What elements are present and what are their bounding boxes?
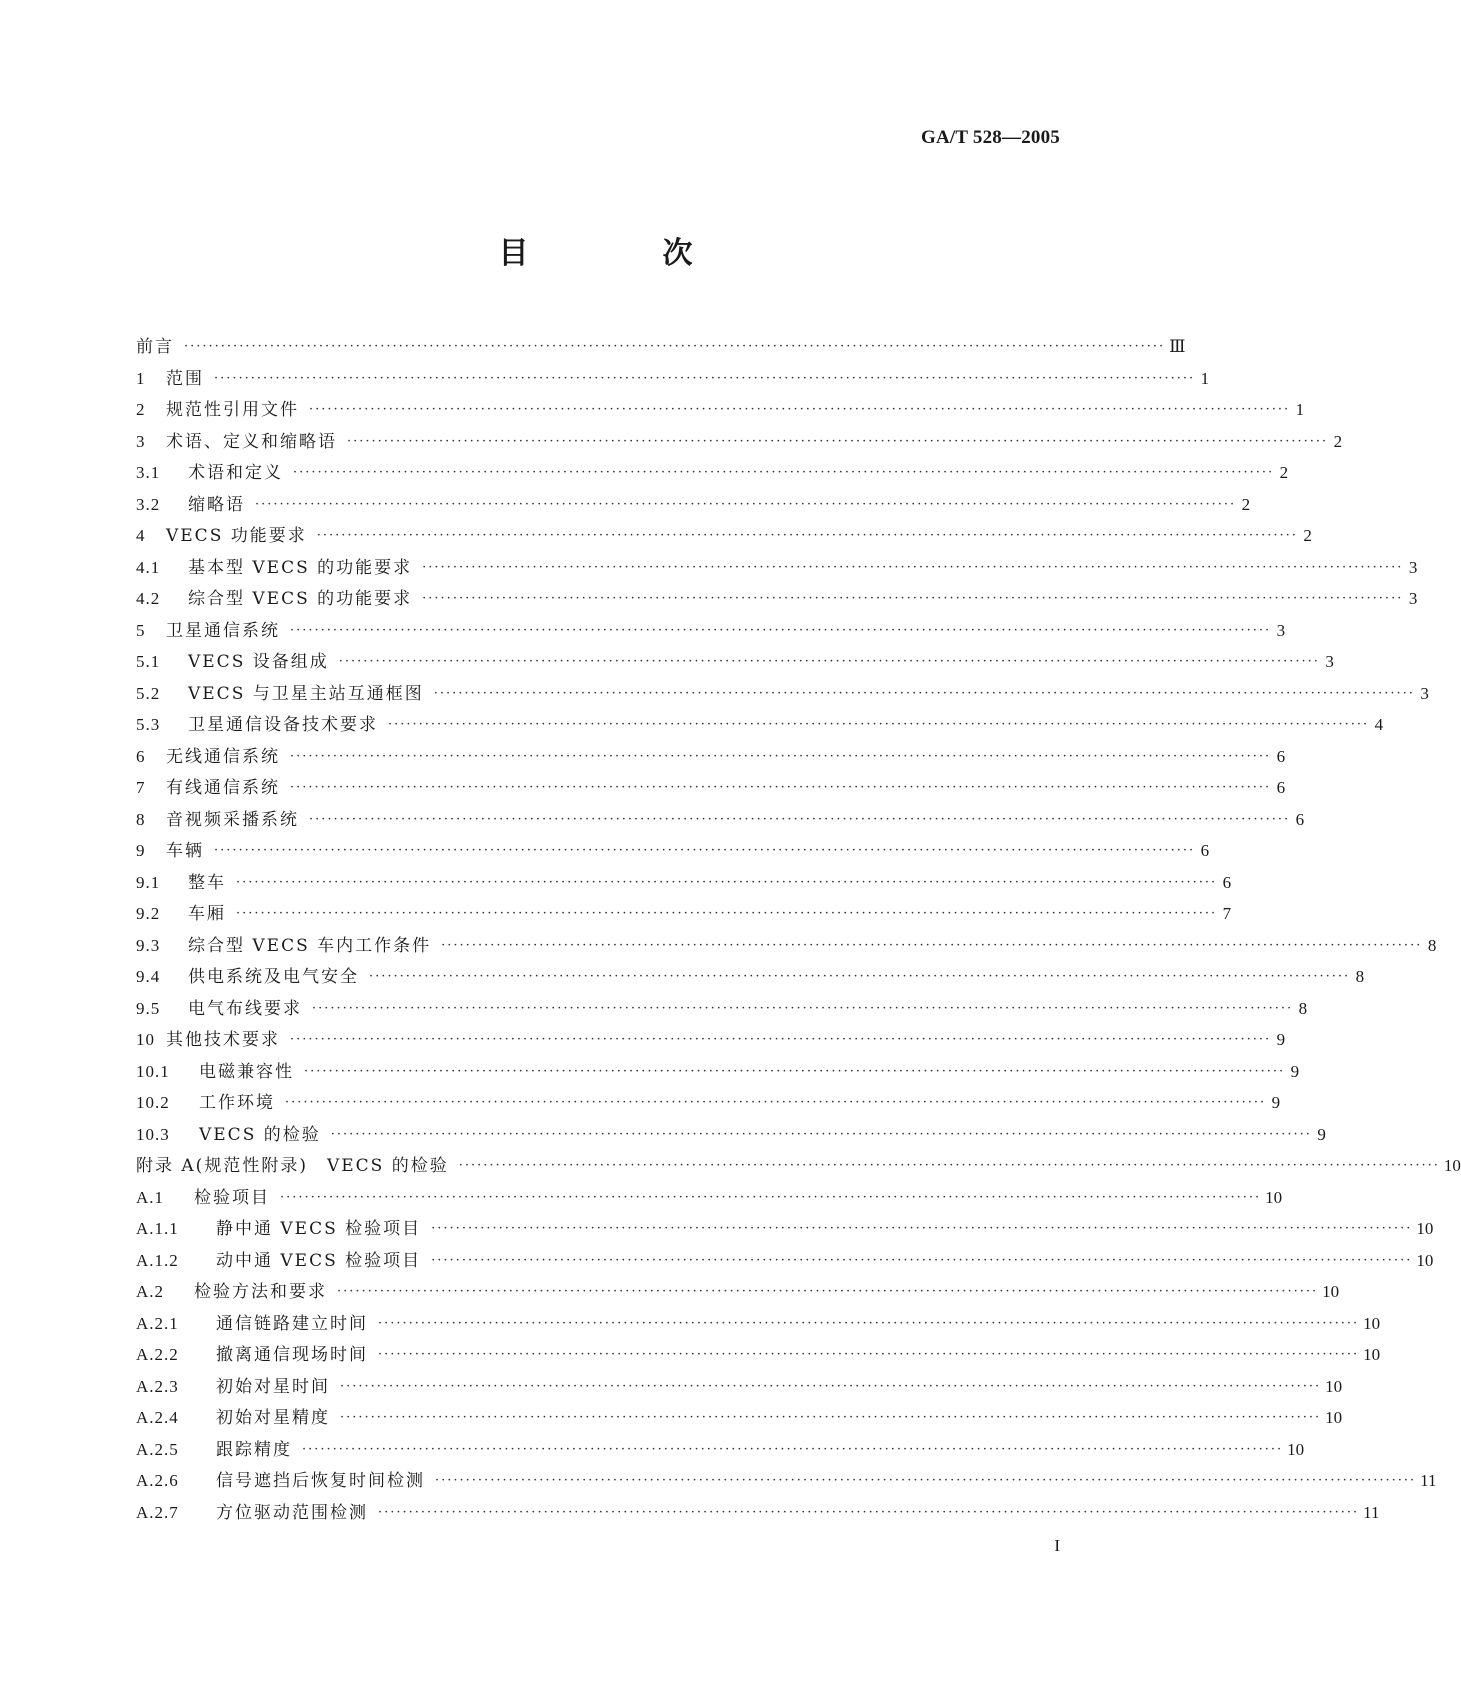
toc-entry-number: A.2.7 xyxy=(136,1502,179,1522)
toc-entry[interactable] xyxy=(136,616,1286,648)
toc-entry-page: 10 xyxy=(1322,1282,1340,1301)
toc-entry-label: 前言 xyxy=(136,337,174,357)
toc-entry-page: 10 xyxy=(1363,1345,1381,1364)
toc-dot-leader: ································································································································································ xyxy=(293,465,1275,480)
toc-dot-leader: ································································································································································ xyxy=(340,1378,1322,1394)
page-number: I xyxy=(1054,1536,1060,1555)
toc-entry-page: 2 xyxy=(1241,494,1251,514)
toc-entry-page: 4 xyxy=(1374,715,1384,734)
toc-entry-label: 跟踪精度 xyxy=(216,1439,292,1460)
toc-entry-label: 有线通信系统 xyxy=(166,778,280,798)
toc-entry[interactable] xyxy=(136,836,1210,868)
toc-entry-page: 6 xyxy=(1276,746,1286,766)
toc-entry[interactable] xyxy=(136,962,1365,994)
toc-entry-number: 10.3 xyxy=(136,1124,170,1144)
toc-entry-label: 初始对星时间 xyxy=(216,1376,330,1397)
toc-dot-leader: ································································································································································ xyxy=(369,969,1351,984)
toc-entry-label: 规范性引用文件 xyxy=(166,400,299,420)
toc-dot-leader: ································································································································································ xyxy=(304,1063,1286,1079)
toc-entry-page: 2 xyxy=(1303,526,1312,545)
toc-entry[interactable] xyxy=(136,742,1286,774)
toc-entry-page: 8 xyxy=(1355,967,1365,986)
toc-dot-leader: ································································································································································ xyxy=(338,654,1320,669)
toc-entry-number: A.2.1 xyxy=(136,1313,179,1333)
toc-entry-number: 9.2 xyxy=(136,904,161,923)
toc-dot-leader: ································································································································································ xyxy=(312,1000,1294,1016)
toc-dot-leader: ································································································································································ xyxy=(347,433,1329,449)
toc-entry-number: 5.2 xyxy=(136,683,161,703)
toc-entry[interactable] xyxy=(136,1025,1286,1057)
toc-entry-page: 2 xyxy=(1279,463,1289,482)
toc-entry-page: 1 xyxy=(1295,400,1305,419)
toc-dot-leader: ································································································································································ xyxy=(378,1504,1360,1520)
toc-entry-page: 10 xyxy=(1325,1408,1343,1427)
toc-entry-number: 6 xyxy=(136,746,146,766)
toc-entry-number: 9.3 xyxy=(136,935,161,955)
toc-entry-label: 缩略语 xyxy=(188,494,245,515)
toc-entry-number: 9 xyxy=(136,841,146,860)
toc-dot-leader: ································································································································································ xyxy=(290,1032,1272,1047)
toc-dot-leader: ································································································································································ xyxy=(309,402,1291,417)
toc-dot-leader: ································································································································································ xyxy=(330,1126,1312,1142)
toc-entry-label: 方位驱动范围检测 xyxy=(216,1502,368,1523)
toc-entry[interactable] xyxy=(136,584,1418,616)
toc-entry-label: VECS 与卫星主站互通框图 xyxy=(188,683,424,704)
toc-entry-page: 9 xyxy=(1276,1030,1286,1049)
toc-entry[interactable] xyxy=(136,899,1232,931)
toc-dot-leader: ································································································································································ xyxy=(214,843,1196,858)
toc-dot-leader: ································································································································································ xyxy=(433,685,1415,701)
toc-entry-page: 3 xyxy=(1325,652,1334,671)
toc-entry-label: 卫星通信设备技术要求 xyxy=(188,715,378,735)
toc-dot-leader: ································································································································································ xyxy=(184,339,1166,354)
toc-dot-leader: ································································································································································ xyxy=(422,559,1404,575)
toc-entry-number: 8 xyxy=(136,809,146,829)
toc-entry-label: 电磁兼容性 xyxy=(199,1061,294,1082)
toc-entry[interactable] xyxy=(136,1340,1381,1372)
toc-entry-page: 11 xyxy=(1420,1471,1437,1490)
toc-entry-page: 6 xyxy=(1276,778,1286,797)
toc-entry-page: 10 xyxy=(1416,1250,1434,1270)
toc-entry[interactable] xyxy=(136,1372,1343,1404)
toc-dot-leader: ································································································································································ xyxy=(280,1189,1262,1205)
toc-entry[interactable] xyxy=(136,395,1305,427)
toc-dot-leader: ································································································································································ xyxy=(290,748,1272,764)
toc-entry-page: 3 xyxy=(1420,683,1429,703)
toc-entry-label: 初始对星精度 xyxy=(216,1408,330,1428)
toc-entry-number: 3.1 xyxy=(136,463,161,482)
toc-entry-page: 9 xyxy=(1317,1124,1326,1144)
toc-dot-leader: ································································································································································ xyxy=(290,780,1272,795)
toc-entry-label: 撤离通信现场时间 xyxy=(216,1345,368,1365)
toc-entry-label: 检验方法和要求 xyxy=(194,1282,327,1302)
toc-entry[interactable] xyxy=(136,1088,1281,1120)
toc-dot-leader: ································································································································································ xyxy=(422,591,1404,606)
toc-entry[interactable] xyxy=(136,1435,1305,1467)
toc-entry-number: 7 xyxy=(136,778,146,797)
toc-entry[interactable] xyxy=(136,679,1429,711)
toc-entry-label: 基本型 VECS 的功能要求 xyxy=(188,557,413,578)
toc-entry-number: 9.5 xyxy=(136,998,161,1018)
toc-entry-label: 无线通信系统 xyxy=(166,746,280,767)
toc-dot-leader: ································································································································································ xyxy=(290,622,1272,638)
toc-entry-label: 音视频采播系统 xyxy=(166,809,299,830)
toc-entry-label: VECS 功能要求 xyxy=(166,526,307,546)
toc-dot-leader: ································································································································································ xyxy=(302,1441,1284,1457)
toc-entry[interactable] xyxy=(136,1120,1326,1152)
toc-dot-leader: ································································································································································ xyxy=(236,874,1218,890)
toc-entry-label: 其他技术要求 xyxy=(166,1030,280,1050)
toc-entry-label: 供电系统及电气安全 xyxy=(188,967,359,987)
toc-entry-label: VECS 设备组成 xyxy=(188,652,329,672)
document-code: GA/T 528—2005 xyxy=(921,127,1060,148)
toc-entry-number: A.2 xyxy=(136,1282,165,1301)
toc-entry[interactable] xyxy=(136,1498,1380,1530)
toc-entry-label: 工作环境 xyxy=(199,1093,275,1113)
toc-entry-page: 9 xyxy=(1271,1093,1281,1112)
toc-entry-number: 5.3 xyxy=(136,715,161,734)
toc-entry[interactable] xyxy=(136,868,1232,900)
toc-entry-number: A.2.2 xyxy=(136,1345,179,1364)
toc-entry-page: 3 xyxy=(1408,589,1418,608)
toc-entry-page: 10 xyxy=(1416,1219,1434,1238)
page-title: 目 次 xyxy=(498,236,745,271)
toc-entry-label: VECS 的检验 xyxy=(199,1124,321,1145)
toc-dot-leader: ································································································································································ xyxy=(316,528,1298,543)
toc-entry[interactable] xyxy=(136,1466,1437,1498)
toc-dot-leader: ································································································································································ xyxy=(285,1095,1267,1110)
toc-entry-page: 10 xyxy=(1265,1187,1283,1207)
toc-entry-label: 检验项目 xyxy=(194,1187,270,1208)
toc-dot-leader: ································································································································································ xyxy=(431,1221,1413,1236)
toc-entry[interactable] xyxy=(136,710,1384,742)
toc-entry-page: 6 xyxy=(1200,841,1210,860)
toc-dot-leader: ································································································································································ xyxy=(388,717,1370,732)
toc-entry-number: 10.2 xyxy=(136,1093,170,1112)
toc-entry-page: 10 xyxy=(1287,1439,1305,1459)
toc-entry-page: 3 xyxy=(1408,557,1418,577)
toc-entry-page: 10 xyxy=(1325,1376,1343,1396)
toc-entry-number: A.1.1 xyxy=(136,1219,179,1238)
toc-entry-number: 3 xyxy=(136,431,146,451)
toc-entry-label: 静中通 VECS 检验项目 xyxy=(216,1219,422,1239)
toc-entry-page: 8 xyxy=(1298,998,1308,1018)
toc-entry[interactable] xyxy=(136,1214,1434,1246)
toc-entry-number: 1 xyxy=(136,368,146,388)
toc-entry-label: 卫星通信系统 xyxy=(166,620,280,641)
toc-entry-label: 信号遮挡后恢复时间检测 xyxy=(216,1471,425,1491)
toc-entry-page: 9 xyxy=(1290,1061,1300,1081)
toc-dot-leader: ································································································································································ xyxy=(441,937,1423,953)
toc-entry[interactable] xyxy=(136,1309,1381,1341)
toc-entry[interactable] xyxy=(136,1246,1434,1278)
toc-dot-leader: ································································································································································ xyxy=(214,370,1196,386)
toc-entry-number: A.2.6 xyxy=(136,1471,179,1490)
toc-entry-number: A.1.2 xyxy=(136,1250,179,1270)
toc-entry-page: 10 xyxy=(1363,1313,1381,1333)
toc-dot-leader: ································································································································································ xyxy=(378,1347,1360,1362)
toc-entry-label: 通信链路建立时间 xyxy=(216,1313,368,1334)
toc-entry-number: A.1 xyxy=(136,1187,165,1207)
toc-entry[interactable] xyxy=(136,1151,1461,1183)
toc-dot-leader: ································································································································································ xyxy=(337,1284,1319,1299)
toc-entry[interactable] xyxy=(136,994,1308,1026)
toc-entry[interactable] xyxy=(136,427,1343,459)
toc-entry[interactable] xyxy=(136,364,1210,396)
toc-entry-page: 3 xyxy=(1276,620,1286,640)
toc-entry-number: 9.4 xyxy=(136,967,161,986)
toc-entry[interactable] xyxy=(136,553,1418,585)
toc-entry-label: 车厢 xyxy=(188,904,226,924)
toc-entry-number: 4.2 xyxy=(136,589,161,608)
toc-entry-number: 4 xyxy=(136,526,146,545)
toc-entry-page: 8 xyxy=(1427,935,1437,955)
toc-entry-page: 2 xyxy=(1333,431,1343,451)
toc-entry[interactable] xyxy=(136,1277,1340,1309)
toc-dot-leader: ································································································································································ xyxy=(378,1315,1360,1331)
toc-entry-label: 电气布线要求 xyxy=(188,998,302,1019)
toc-entry-page: 10 xyxy=(1443,1156,1461,1175)
toc-entry-label: 术语和定义 xyxy=(188,463,283,483)
toc-dot-leader: ································································································································································ xyxy=(340,1410,1322,1425)
toc-entry[interactable] xyxy=(136,773,1286,805)
toc-entry-number: A.2.4 xyxy=(136,1408,179,1427)
toc-entry[interactable] xyxy=(136,931,1437,963)
toc-dot-leader: ································································································································································ xyxy=(236,906,1218,921)
toc-entry[interactable] xyxy=(136,458,1289,490)
toc-entry-label: 整车 xyxy=(188,872,226,893)
toc-entry-number: 10.1 xyxy=(136,1061,170,1081)
toc-entry-number: 5.1 xyxy=(136,652,161,671)
toc-entry-page: 1 xyxy=(1200,368,1210,388)
toc-entry-page: Ⅲ xyxy=(1169,337,1186,356)
toc-entry[interactable] xyxy=(136,1183,1283,1215)
toc-entry-page: 11 xyxy=(1363,1502,1380,1522)
toc-entry-label: 范围 xyxy=(166,368,204,389)
toc-entry-label: 动中通 VECS 检验项目 xyxy=(216,1250,422,1271)
toc-entry-number: A.2.5 xyxy=(136,1439,179,1459)
toc-dot-leader: ································································································································································ xyxy=(431,1252,1413,1268)
toc-entry-page: 7 xyxy=(1222,904,1232,923)
toc-entry-label: 车辆 xyxy=(166,841,204,861)
toc-entry-page: 6 xyxy=(1295,809,1305,829)
toc-entry[interactable] xyxy=(136,490,1251,522)
toc-entry-label: 附录 A(规范性附录) VECS 的检验 xyxy=(136,1156,449,1176)
toc-entry[interactable] xyxy=(136,521,1312,553)
table-of-contents xyxy=(136,332,1461,1529)
toc-entry-number: 9.1 xyxy=(136,872,161,892)
toc-entry[interactable] xyxy=(136,1403,1343,1435)
toc-entry-label: 综合型 VECS 车内工作条件 xyxy=(188,935,432,956)
toc-entry[interactable] xyxy=(136,805,1305,837)
toc-entry-number: 5 xyxy=(136,620,146,640)
toc-entry-number: 2 xyxy=(136,400,146,419)
toc-entry[interactable] xyxy=(136,647,1334,679)
toc-entry-label: 术语、定义和缩略语 xyxy=(166,431,337,452)
toc-entry-label: 综合型 VECS 的功能要求 xyxy=(188,589,413,609)
toc-entry[interactable] xyxy=(136,332,1186,364)
toc-entry-number: 10 xyxy=(136,1030,155,1049)
toc-dot-leader: ································································································································································ xyxy=(255,496,1237,512)
toc-dot-leader: ································································································································································ xyxy=(458,1158,1440,1173)
toc-entry[interactable] xyxy=(136,1057,1300,1089)
toc-entry-number: 3.2 xyxy=(136,494,161,514)
toc-entry-page: 6 xyxy=(1222,872,1232,892)
toc-entry-number: 4.1 xyxy=(136,557,161,577)
toc-entry-number: A.2.3 xyxy=(136,1376,179,1396)
toc-dot-leader: ································································································································································ xyxy=(309,811,1291,827)
toc-dot-leader: ································································································································································ xyxy=(435,1473,1417,1488)
